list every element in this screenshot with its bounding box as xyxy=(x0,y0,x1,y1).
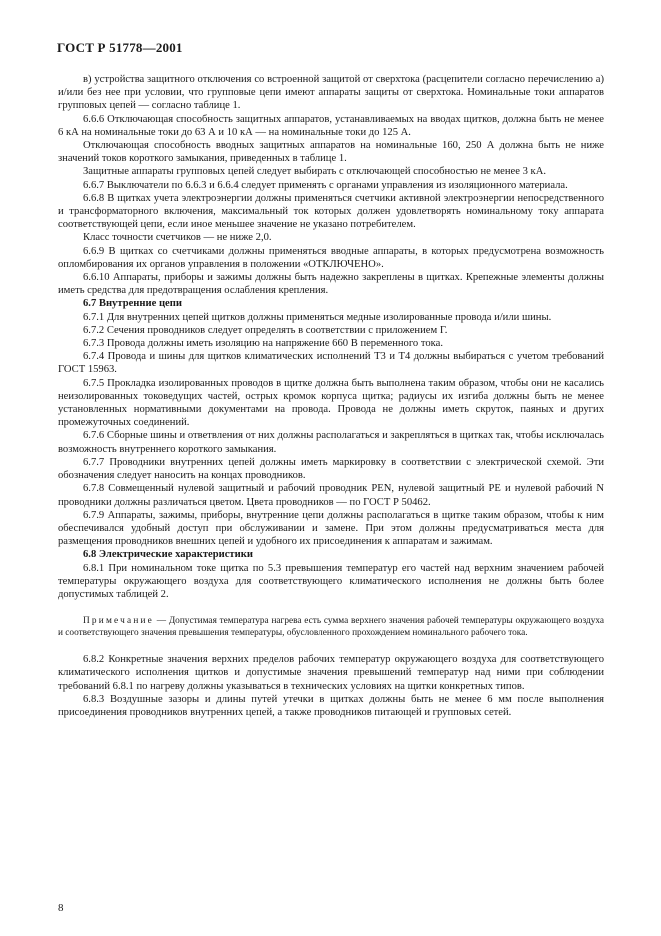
paragraph: 6.7.1 Для внутренних цепей щитков должны применяться медные изолированные провода и/или шины. xyxy=(83,311,552,323)
paragraph: 6.6.6 Отключающая способность защитных аппаратов, устанавливаемых на вводах щитков, должна быть не менее 6 кА на номинальные токи до 63 А и 10 кА — на номинальные токи до 125 А. xyxy=(58,113,604,138)
paragraph: Отключающая способность вводных защитных аппаратов на номинальные 160, 250 А должна быть не ниже значений токов короткого замыкания, приведенных в таблице 1. xyxy=(58,140,604,165)
paragraph: 6.7.7 Проводники внутренних цепей должны иметь маркировку в соответствии с электрической схемой. Эти обозначения следует наносить на концах проводников. xyxy=(58,456,604,482)
paragraph: в) устройства защитного отключения со встроенной защитой от сверхтока (расцепители согласно перечислению а) и/или без нее при условии, что групповые цепи имеют аппараты защиты от сверхтока. Номинальные токи аппаратов групповых цепей — согласно таблице 1. xyxy=(58,74,604,112)
paragraph: 6.7.8 Совмещенный нулевой защитный и рабочий проводник PEN, нулевой защитный PE и нулевой рабочий N проводники должны различаться цветом. Цвета проводников — по ГОСТ Р 50462. xyxy=(58,483,604,508)
paragraph: 6.6.8 В щитках учета электроэнергии должны применяться счетчики активной электроэнергии непосредственного и трансформаторного включения, максимальный ток которых должен удовлетворять номинальному току аппарата соответствующей цепи, если иное меньшее значение не указано потребителем. xyxy=(58,192,604,231)
paragraph: 6.7.9 Аппараты, зажимы, приборы, внутренние цепи должны располагаться в щитке таким образом, чтобы к ним обеспечивался удобный доступ при обслуживании и замене. При этом должны предусматриваться места для размещения проводников внешних цепей и удобного их присоединения к аппаратам и зажимам. xyxy=(58,509,604,548)
document-body xyxy=(58,73,604,719)
note-label: Примечание xyxy=(83,616,154,627)
standard-header: ГОСТ Р 51778—2001 xyxy=(57,40,183,55)
document-page xyxy=(58,40,604,920)
paragraph: 6.6.10 Аппараты, приборы и зажимы должны быть надежно закреплены в щитках. Крепежные элементы должны иметь средства для предотвращения ослабления крепления. xyxy=(58,272,604,297)
paragraph: 6.7.5 Прокладка изолированных проводов в щитке должна быть выполнена таким образом, чтобы они не касались неизолированных токоведущих частей, острых кромок корпуса щитка; радиусы их изгиба должны быть не менее установленных нормативными документами на провода. Провода не должны иметь скруток, паяных и других промежуточных соединений. xyxy=(58,377,604,429)
note-text: — Допустимая температура нагрева есть сумма верхнего значения рабочей температуры окружающего воздуха и соответствующего значения превышения температуры, обусловленного прохождением номинального рабочего тока. xyxy=(58,616,604,639)
paragraph: Класс точности счетчиков — не ниже 2,0. xyxy=(83,232,272,244)
paragraph: 6.7.2 Сечения проводников следует определять в соответствии с приложением Г. xyxy=(83,324,448,336)
paragraph: 6.6.9 В щитках со счетчиками должны применяться вводные аппараты, в которых предусмотрена возможность опломбирования их органов управления в положении «ОТКЛЮЧЕНО». xyxy=(58,245,604,270)
paragraph: Защитные аппараты групповых цепей следует выбирать с отключающей способностью не менее 3 кА. xyxy=(83,166,546,178)
paragraph: 6.7.6 Сборные шины и ответвления от них должны располагаться и закрепляться в щитках так, чтобы исключалась возможность внутреннего короткого замыкания. xyxy=(58,430,604,455)
section-heading: 6.7 Внутренние цепи xyxy=(83,298,182,310)
paragraph: 6.7.3 Провода должны иметь изоляцию на напряжение 660 В переменного тока. xyxy=(83,338,444,350)
section-heading: 6.8 Электрические характеристики xyxy=(83,549,253,561)
paragraph-group-after-note xyxy=(58,653,604,719)
paragraph: 6.6.7 Выключатели по 6.6.3 и 6.6.4 следует применять с органами управления из изоляционного материала. xyxy=(83,179,568,191)
paragraph: 6.8.2 Конкретные значения верхних пределов рабочих температур окружающего воздуха для соответствующего климатического исполнения щитков и допустимые значения превышений температур над ними при соблюдении требований 6.8.1 по нагреву должны указываться в технических условиях на щитки конкретных типов. xyxy=(58,654,604,692)
paragraph-group-main xyxy=(58,73,604,601)
paragraph: 6.8.1 При номинальном токе щитка по 5.3 превышения температур его частей над верхним значением рабочей температуры окружающего воздуха для соответствующего климатического исполнения не должны быть более допустимых таблицей 2. xyxy=(58,562,604,600)
page-number: 8 xyxy=(58,902,64,914)
paragraph: 6.8.3 Воздушные зазоры и длины путей утечки в щитках должны быть не менее 6 мм после выполнения присоединения проводников внутренних цепей, а также проводников питающей и групповых сетей. xyxy=(58,693,604,718)
paragraph: 6.7.4 Провода и шины для щитков климатических исполнений Т3 и Т4 должны выбираться с учетом требований ГОСТ 15963. xyxy=(58,351,604,376)
note-paragraph xyxy=(58,615,604,639)
